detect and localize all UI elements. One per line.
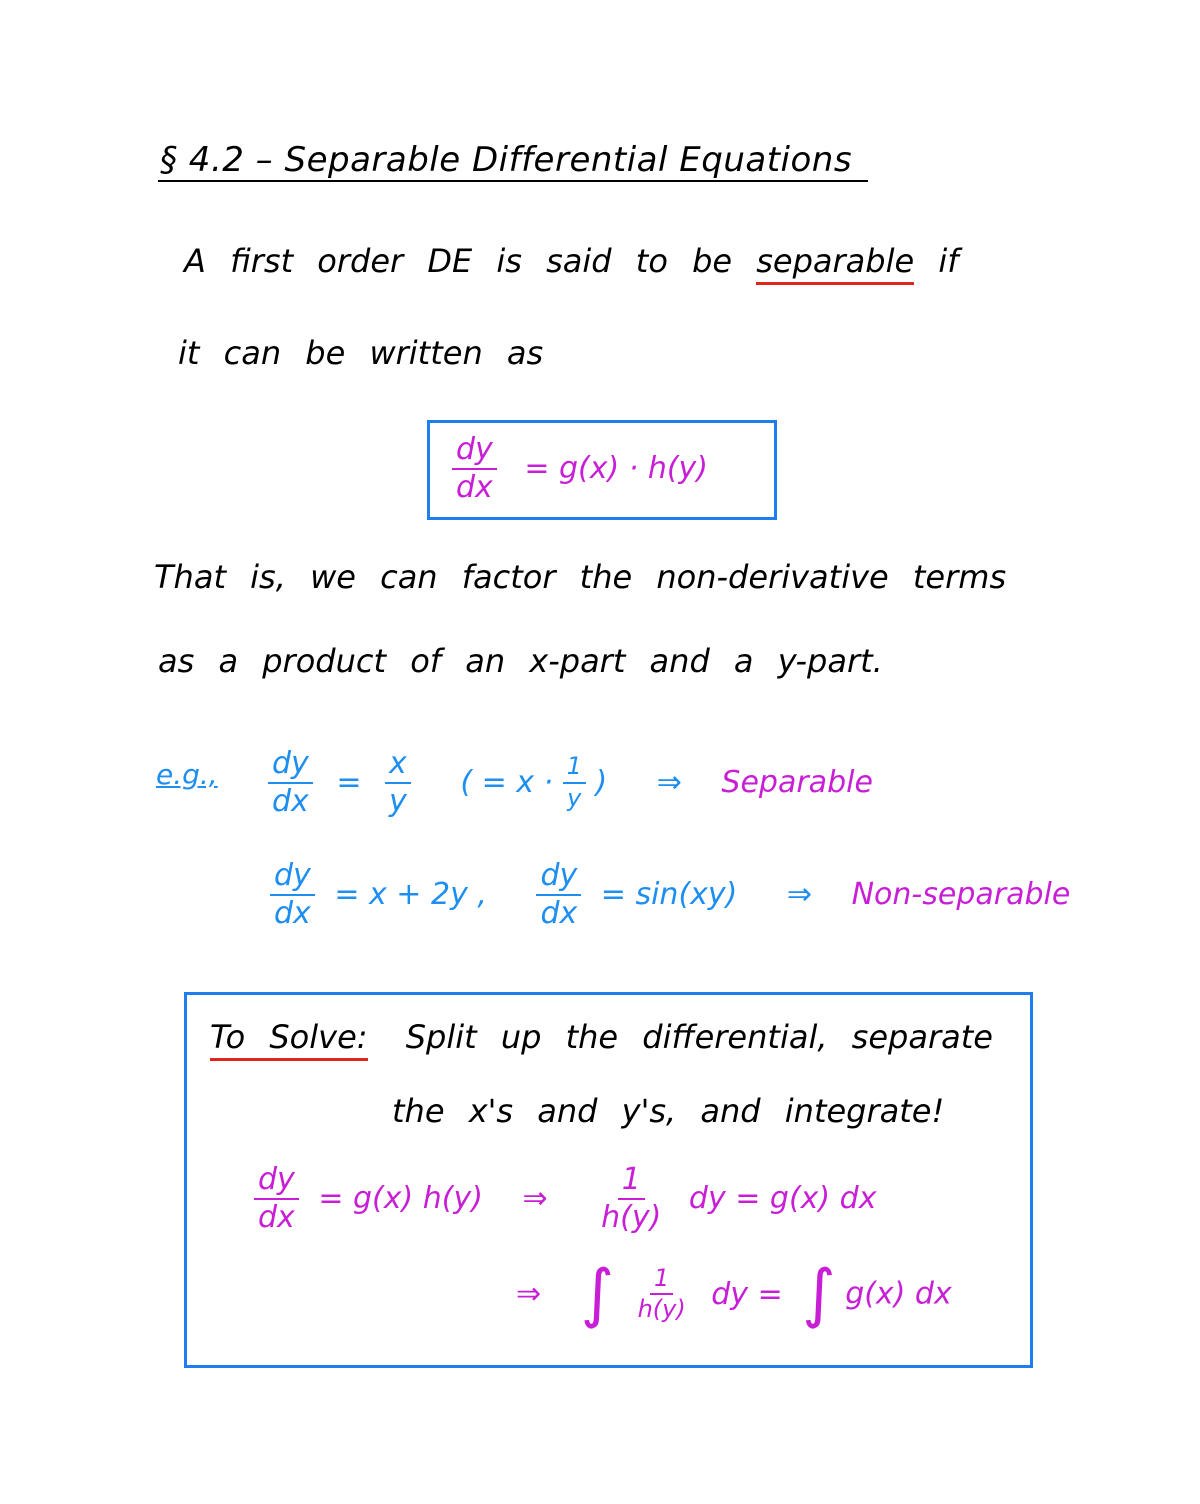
explanation-line-2: as a product of an x-part and a y-part. [158,642,883,680]
step1-fraction: $\frac{1}{h(y)}$ [601,1162,662,1235]
implies-arrow: ⇒ [786,877,813,912]
implies-arrow: ⇒ [656,765,682,800]
eg-label: e.g., [156,758,218,791]
integral-sign: ∫ [802,1257,836,1331]
implies-arrow: ⇒ [516,1276,542,1312]
intro-line-2: it can be written as [178,334,544,372]
solve-step-1: $\frac{dy}{dx}$ = g(x) h(y) ⇒ $\frac{1}{h(y)}$ dy = g(x) dx [254,1164,876,1233]
intro-line-1 [184,242,959,280]
step1-lhs-fraction: $\frac{dy}{dx}$ [254,1164,299,1233]
solve-step-2: ⇒ ∫ $\frac{1}{h(y)}$ dy = ∫ g(x) dx [516,1257,952,1331]
solve-line-2: the x's and y's, and integrate! [392,1092,945,1130]
title-underline [158,180,868,182]
definition-rhs: = g(x) · h(y) [524,451,709,486]
dy-dx-fraction: $\frac{dy}{dx}$ [452,434,497,503]
ex2-lhs-fraction: $\frac{dy}{dx}$ [270,860,315,929]
result-non-separable: Non-separable [851,877,1071,912]
intro-text: A first order DE is said to be [184,242,733,280]
example-2: $\frac{dy}{dx}$ = x + 2y , $\frac{dy}{dx}$ = sin(xy) ⇒ Non-separable [270,860,1070,929]
definition-equation [452,434,708,503]
example-1: $\frac{dy}{dx}$ = $\frac{x}{y}$ ( = x · $\frac{1}{y}$ ) ⇒ Separable [268,748,873,817]
solve-line-1: To Solve: Split up the differential, separate [210,1018,993,1056]
implies-arrow: ⇒ [522,1181,548,1216]
to-solve-label: To Solve: [210,1018,368,1061]
ex1-note-fraction: $\frac{1}{y}$ [563,754,586,810]
step2-fraction: $\frac{1}{h(y)}$ [637,1263,686,1323]
integral-sign: ∫ [580,1257,615,1331]
explanation-line-1: That is, we can factor the non-derivative terms [154,558,1007,596]
term-separable: separable [756,242,914,285]
result-separable: Separable [721,765,873,800]
intro-text-end: if [938,242,959,280]
ex2-lhs2-fraction: $\frac{dy}{dx}$ [536,860,581,929]
ex1-rhs-fraction: $\frac{x}{y}$ [385,748,411,817]
page-title: § 4.2 – Separable Differential Equations [160,140,853,180]
ex1-lhs-fraction: $\frac{dy}{dx}$ [268,748,313,817]
